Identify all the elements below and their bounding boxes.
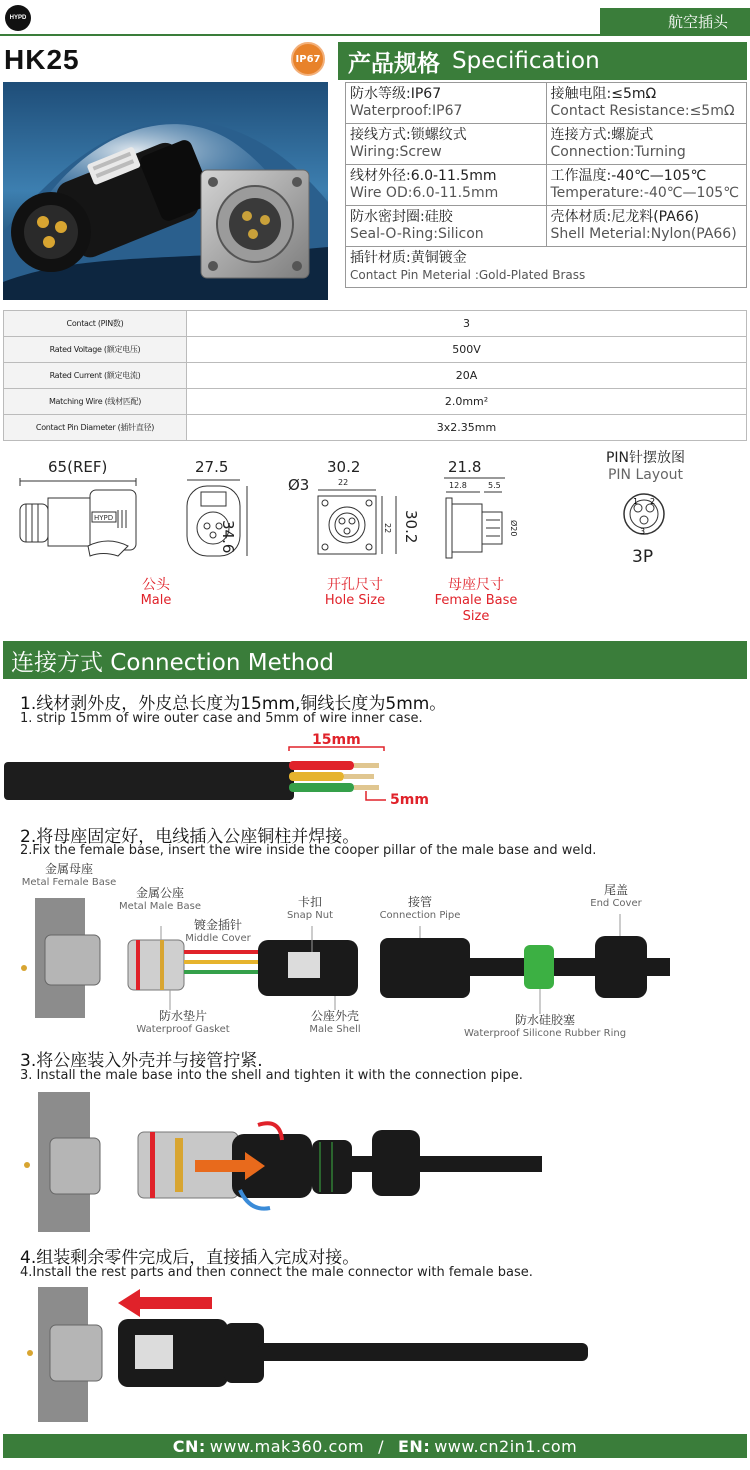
spec-cell: 壳体材质:尼龙料(PA66) Shell Meterial:Nylon(PA66) xyxy=(546,206,747,247)
table-row: Contact (PIN数) 3 xyxy=(4,311,747,337)
ip67-badge: IP67 xyxy=(291,42,325,76)
step3-illustration xyxy=(0,1090,750,1240)
pin-count: 3P xyxy=(632,547,654,567)
product-model: HK25 xyxy=(4,44,80,75)
spec-cell: 工作温度:-40℃—105℃ Temperature:-40℃—105℃ xyxy=(546,165,747,206)
part-label-snap-nut: 卡扣 Snap Nut xyxy=(286,895,334,921)
top-divider xyxy=(0,34,750,36)
strip-15mm-label: 15mm xyxy=(312,732,361,748)
wire-strip-illustration xyxy=(4,745,404,810)
spec-title-en: Specification xyxy=(452,48,600,74)
product-photo xyxy=(3,82,328,300)
spec-cell: 防水等级:IP67 Waterproof:IP67 xyxy=(346,83,547,124)
dim-female-a: 12.8 xyxy=(449,481,467,490)
spec-title-cn: 产品规格 xyxy=(348,50,440,77)
table-row: Rated Current (额定电流) 20A xyxy=(4,363,747,389)
category-tag: 航空插头 xyxy=(600,8,750,34)
svg-text:1: 1 xyxy=(633,497,639,506)
dim-female-diameter: Ø20 xyxy=(509,520,518,537)
dim-male-height: 34.6 xyxy=(219,520,237,554)
svg-text:HYPD: HYPD xyxy=(94,514,114,522)
part-label-rubber-ring: 防水硅胶塞 Waterproof Silicone Rubber Ring xyxy=(463,1013,627,1039)
parameter-table xyxy=(3,310,747,441)
part-label-male-shell: 公座外壳 Male Shell xyxy=(309,1009,361,1035)
footer-cn-label: CN: xyxy=(172,1436,206,1456)
dim-male-length: 65(REF) xyxy=(48,458,108,476)
dim-hole-width: 30.2 xyxy=(327,458,361,476)
spec-table xyxy=(345,82,747,288)
spec-cell: 线材外径:6.0-11.5mm Wire OD:6.0-11.5mm xyxy=(346,165,547,206)
footer-en-link[interactable]: www.cn2in1.com xyxy=(434,1436,578,1456)
spec-cell-pin-material: 插针材质:黄铜镀金 Contact Pin Meterial :Gold-Plated Brass xyxy=(346,247,747,288)
footer-separator: / xyxy=(378,1436,384,1456)
step1-desc: 1. strip 15mm of wire outer case and 5mm of wire inner case. xyxy=(20,711,423,726)
hole-drawing xyxy=(312,476,412,566)
part-label-middle-cover: 镀金插针 Middle Cover xyxy=(185,918,251,944)
table-row: Rated Voltage (额定电压) 500V xyxy=(4,337,747,363)
step3-desc: 3. Install the male base into the shell and tighten it with the connection pipe. xyxy=(20,1068,523,1083)
step3-title: 3.将公座装入外壳并与接管拧紧. xyxy=(20,1051,263,1071)
part-label-connection-pipe: 接管 Connection Pipe xyxy=(379,895,461,921)
step2-desc: 2.Fix the female base, insert the wire inside the cooper pillar of the male base and weld. xyxy=(20,843,597,858)
svg-text:3: 3 xyxy=(640,527,646,536)
dim-hole-inner: 22 xyxy=(338,478,349,487)
pin-layout-label: PIN针摆放图 PIN Layout xyxy=(605,450,686,483)
dim-hole-inner2: 22 xyxy=(383,523,392,534)
footer-en-label: EN: xyxy=(398,1436,431,1456)
step4-desc: 4.Install the rest parts and then connect the male connector with female base. xyxy=(20,1265,533,1280)
connection-header: 连接方式 Connection Method xyxy=(3,641,747,679)
step2-title: 2.将母座固定好，电线插入公座铜柱并焊接。 xyxy=(20,827,360,847)
strip-5mm-label: 5mm xyxy=(390,792,429,808)
spec-cell: 接线方式:锁螺纹式 Wiring:Screw xyxy=(346,124,547,165)
step1-title: 1.线材剥外皮，外皮总长度为15mm,铜线长度为5mm。 xyxy=(20,694,447,714)
female-side-drawing xyxy=(440,476,520,566)
svg-text:2: 2 xyxy=(650,497,656,506)
pin-layout-diagram xyxy=(620,492,670,537)
step4-illustration xyxy=(0,1285,750,1430)
dim-female-b: 5.5 xyxy=(488,481,501,490)
dim-hole-height: 30.2 xyxy=(402,510,420,544)
dim-male-width: 27.5 xyxy=(195,458,229,476)
female-caption: 母座尺寸 Female Base Size xyxy=(434,577,518,624)
table-row: Matching Wire (线材匹配) 2.0mm² xyxy=(4,389,747,415)
footer-bar xyxy=(3,1434,747,1458)
dim-female-width: 21.8 xyxy=(448,458,482,476)
spec-cell: 连接方式:螺旋式 Connection:Turning xyxy=(546,124,747,165)
male-caption: 公头 Male xyxy=(140,577,172,608)
part-label-gasket: 防水垫片 Waterproof Gasket xyxy=(136,1009,230,1035)
male-drawing xyxy=(18,476,148,561)
exploded-view xyxy=(0,890,750,1030)
table-row: Contact Pin Diameter (插针直径) 3x2.35mm xyxy=(4,415,747,441)
part-label-female-base: 金属母座 Metal Female Base xyxy=(21,862,117,888)
spec-header xyxy=(338,42,747,80)
spec-cell: 防水密封圈:硅胶 Seal-O-Ring:Silicon xyxy=(346,206,547,247)
footer-cn-link[interactable]: www.mak360.com xyxy=(209,1436,365,1456)
hole-caption: 开孔尺寸 Hole Size xyxy=(324,577,386,608)
brand-logo: HYPD xyxy=(5,5,31,31)
spec-cell: 接触电阻:≤5mΩ Contact Resistance:≤5mΩ xyxy=(546,83,747,124)
part-label-end-cover: 尾盖 End Cover xyxy=(590,883,642,909)
step4-title: 4.组装剩余零件完成后，直接插入完成对接。 xyxy=(20,1248,360,1268)
dim-hole-diameter: Ø3 xyxy=(288,476,310,494)
part-label-male-base: 金属公座 Metal Male Base xyxy=(118,886,201,912)
